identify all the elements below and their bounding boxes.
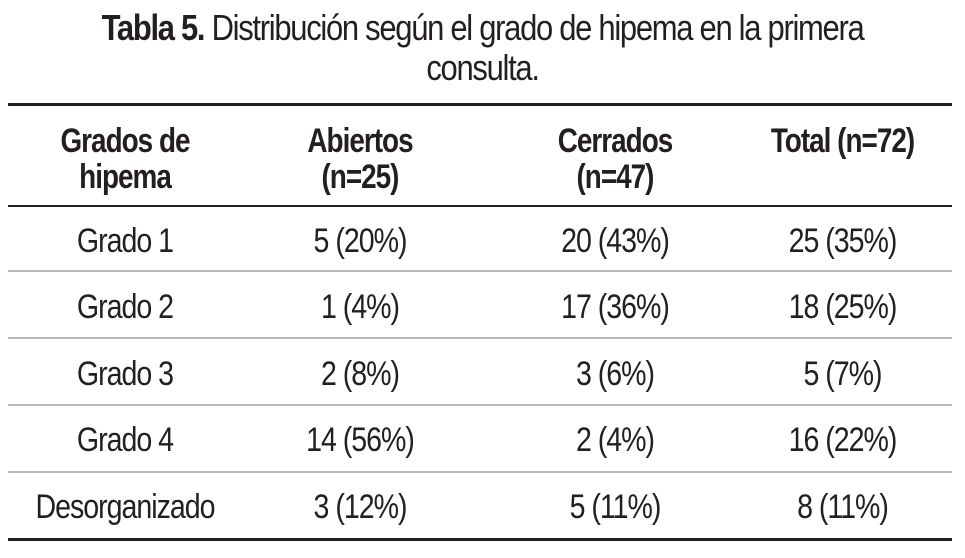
table-cell: Grado 2: [76, 288, 174, 326]
table-cell: 16 (22%): [788, 421, 897, 459]
table-cell: 5 (7%): [803, 355, 882, 393]
header-grados: Grados de hipema: [60, 122, 190, 196]
table-cell: Desorganizado: [35, 488, 215, 526]
row-divider: [8, 270, 952, 272]
table-caption-text: Distribución según el grado de hipema en la primera consulta.: [211, 7, 864, 88]
table-caption: [68, 8, 898, 88]
table-cell: 5 (11%): [569, 488, 661, 526]
table-cell: 17 (36%): [561, 288, 669, 326]
table-cell: 2 (8%): [320, 355, 400, 393]
table-cell: 3 (12%): [313, 488, 407, 526]
table-cell: Grado 3: [76, 355, 174, 393]
table-cell: 20 (43%): [561, 222, 669, 260]
table-cell: 25 (35%): [788, 222, 897, 260]
table-header-rule: [8, 205, 952, 207]
table-top-rule: [8, 103, 952, 106]
header-total: Total (n=72): [770, 122, 915, 160]
row-divider: [8, 471, 952, 473]
table-cell: 8 (11%): [797, 488, 888, 526]
row-divider: [8, 404, 952, 406]
table-caption-label: Tabla 5.: [101, 7, 205, 48]
table-cell: Grado 4: [76, 421, 174, 459]
table-cell: 1 (4%): [320, 288, 400, 326]
table-cell: 14 (56%): [306, 421, 414, 459]
row-divider: [8, 337, 952, 339]
table-bottom-rule: [8, 538, 952, 541]
header-cerrados: Cerrados (n=47): [557, 122, 673, 196]
table-cell: Grado 1: [76, 222, 174, 260]
table-cell: 18 (25%): [788, 288, 897, 326]
table-cell: 5 (20%): [313, 222, 407, 260]
header-abiertos: Abiertos (n=25): [307, 122, 413, 196]
table-cell: 3 (6%): [575, 355, 655, 393]
table-cell: 2 (4%): [575, 421, 655, 459]
